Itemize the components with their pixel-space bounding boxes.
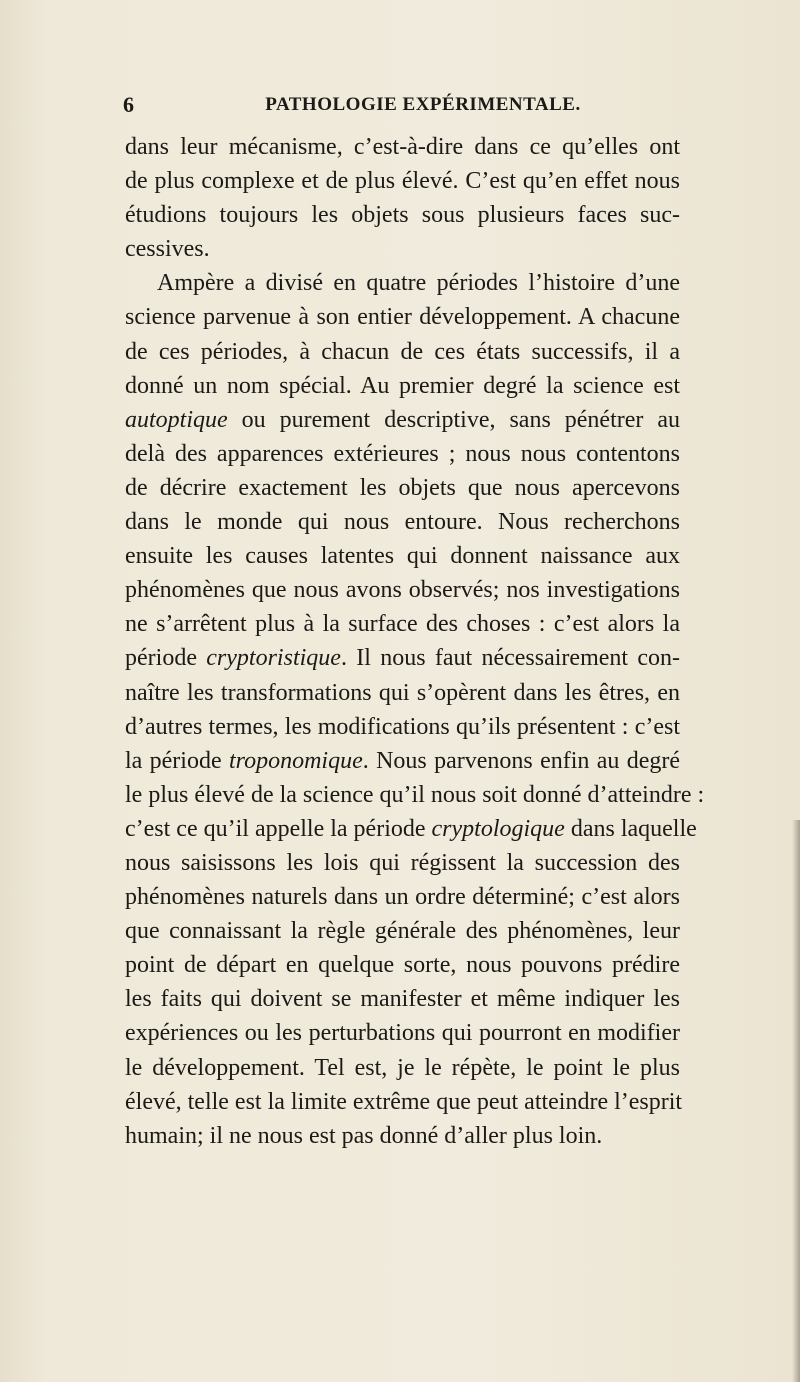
text-line — [125, 846, 680, 880]
text-line — [125, 300, 680, 334]
text-run: . Nous parvenons enfin au degré — [362, 747, 680, 774]
text-line — [125, 880, 680, 914]
text-run: . Il nous faut nécessairement con- — [340, 645, 681, 672]
text-run: naître les transformations qui s’opèrent dans les êtres, en — [125, 679, 680, 706]
text-run: phénomènes naturels dans un ordre déterminé; c’est alors — [125, 884, 680, 911]
italic-term: autoptique — [125, 406, 228, 433]
text-run: que connaissant la règle générale des phénomènes, leur — [125, 918, 680, 945]
text-run: point de départ en quelque sorte, nous pouvons prédire — [125, 952, 680, 979]
text-run: étudions toujours les objets sous plusieurs faces suc- — [125, 202, 680, 229]
text-run: le plus élevé de la science qu’il nous soit donné d’atteindre : — [125, 781, 705, 808]
text-line — [125, 539, 680, 573]
text-line — [125, 812, 697, 846]
text-run: de ces périodes, à chacun de ces états successifs, il a — [125, 338, 680, 365]
text-run: dans laquelle — [564, 815, 697, 842]
text-run: delà des apparences extérieures ; nous nous contentons — [125, 440, 680, 467]
text-run: science parvenue à son entier développement. A chacune — [125, 304, 680, 331]
text-run: élevé, telle est la limite extrême que peut atteindre l’esprit — [125, 1088, 683, 1115]
text-run: les faits qui doivent se manifester et même indiquer les — [125, 986, 680, 1013]
italic-term: cryptologique — [431, 815, 565, 842]
text-run: phénomènes que nous avons observés; nos investigations — [125, 577, 680, 604]
text-line — [125, 369, 680, 403]
text-line — [125, 1016, 680, 1050]
body-text — [125, 130, 705, 1153]
text-line — [125, 164, 680, 198]
page-edge-shadow — [792, 820, 800, 1382]
text-line — [125, 1119, 680, 1153]
text-line — [125, 266, 680, 300]
text-line — [125, 641, 680, 675]
text-line — [125, 471, 680, 505]
text-run: c’est ce qu’il appelle la période — [125, 815, 432, 842]
text-run: expériences ou les perturbations qui pourront en modifier — [125, 1020, 680, 1047]
text-run: Ampère a divisé en quatre périodes l’histoire d’une — [157, 270, 680, 297]
text-line — [125, 914, 680, 948]
text-run: ne s’arrêtent plus à la surface des choses : c’est alors la — [125, 611, 680, 638]
text-line — [125, 982, 680, 1016]
text-line — [125, 607, 680, 641]
text-line — [125, 778, 705, 812]
text-run: de plus complexe et de plus élevé. C’est qu’en effet nous — [125, 168, 680, 195]
text-run: le développement. Tel est, je le répète, le point le plus — [125, 1054, 680, 1081]
text-run: période — [125, 645, 207, 672]
text-line — [125, 676, 680, 710]
text-line — [125, 198, 680, 232]
text-run: donné un nom spécial. Au premier degré la science est — [125, 372, 680, 399]
page-number: 6 — [123, 92, 134, 117]
text-line — [125, 744, 680, 778]
text-line — [125, 1085, 683, 1119]
text-run: la période — [125, 747, 229, 774]
text-run: ou purement descriptive, sans pénétrer au — [227, 406, 680, 433]
text-line — [125, 403, 680, 437]
text-run: dans le monde qui nous entoure. Nous recherchons — [125, 509, 680, 536]
text-line — [125, 232, 680, 266]
text-run: humain; il ne nous est pas donné d’aller plus loin. — [125, 1122, 603, 1149]
italic-term: cryptoristique — [206, 645, 341, 672]
text-run: nous saisissons les lois qui régissent la succession des — [125, 849, 680, 876]
running-header — [123, 90, 683, 120]
text-line — [125, 505, 680, 539]
text-run: ensuite les causes latentes qui donnent naissance aux — [125, 543, 680, 570]
text-line — [125, 130, 680, 164]
text-line — [125, 1051, 680, 1085]
text-line — [125, 710, 680, 744]
text-run: dans leur mécanisme, c’est-à-dire dans ce qu’elles ont — [125, 134, 680, 160]
text-line — [125, 948, 680, 982]
text-run: cessives. — [125, 236, 210, 263]
text-run: d’autres termes, les modifications qu’ils présentent : c’est — [125, 713, 680, 740]
text-line — [125, 437, 680, 471]
text-line — [125, 573, 680, 607]
text-line — [125, 335, 680, 369]
italic-term: troponomique — [228, 747, 363, 774]
running-title: PATHOLOGIE EXPÉRIMENTALE. — [265, 94, 581, 115]
text-run: de décrire exactement les objets que nous apercevons — [125, 474, 680, 501]
